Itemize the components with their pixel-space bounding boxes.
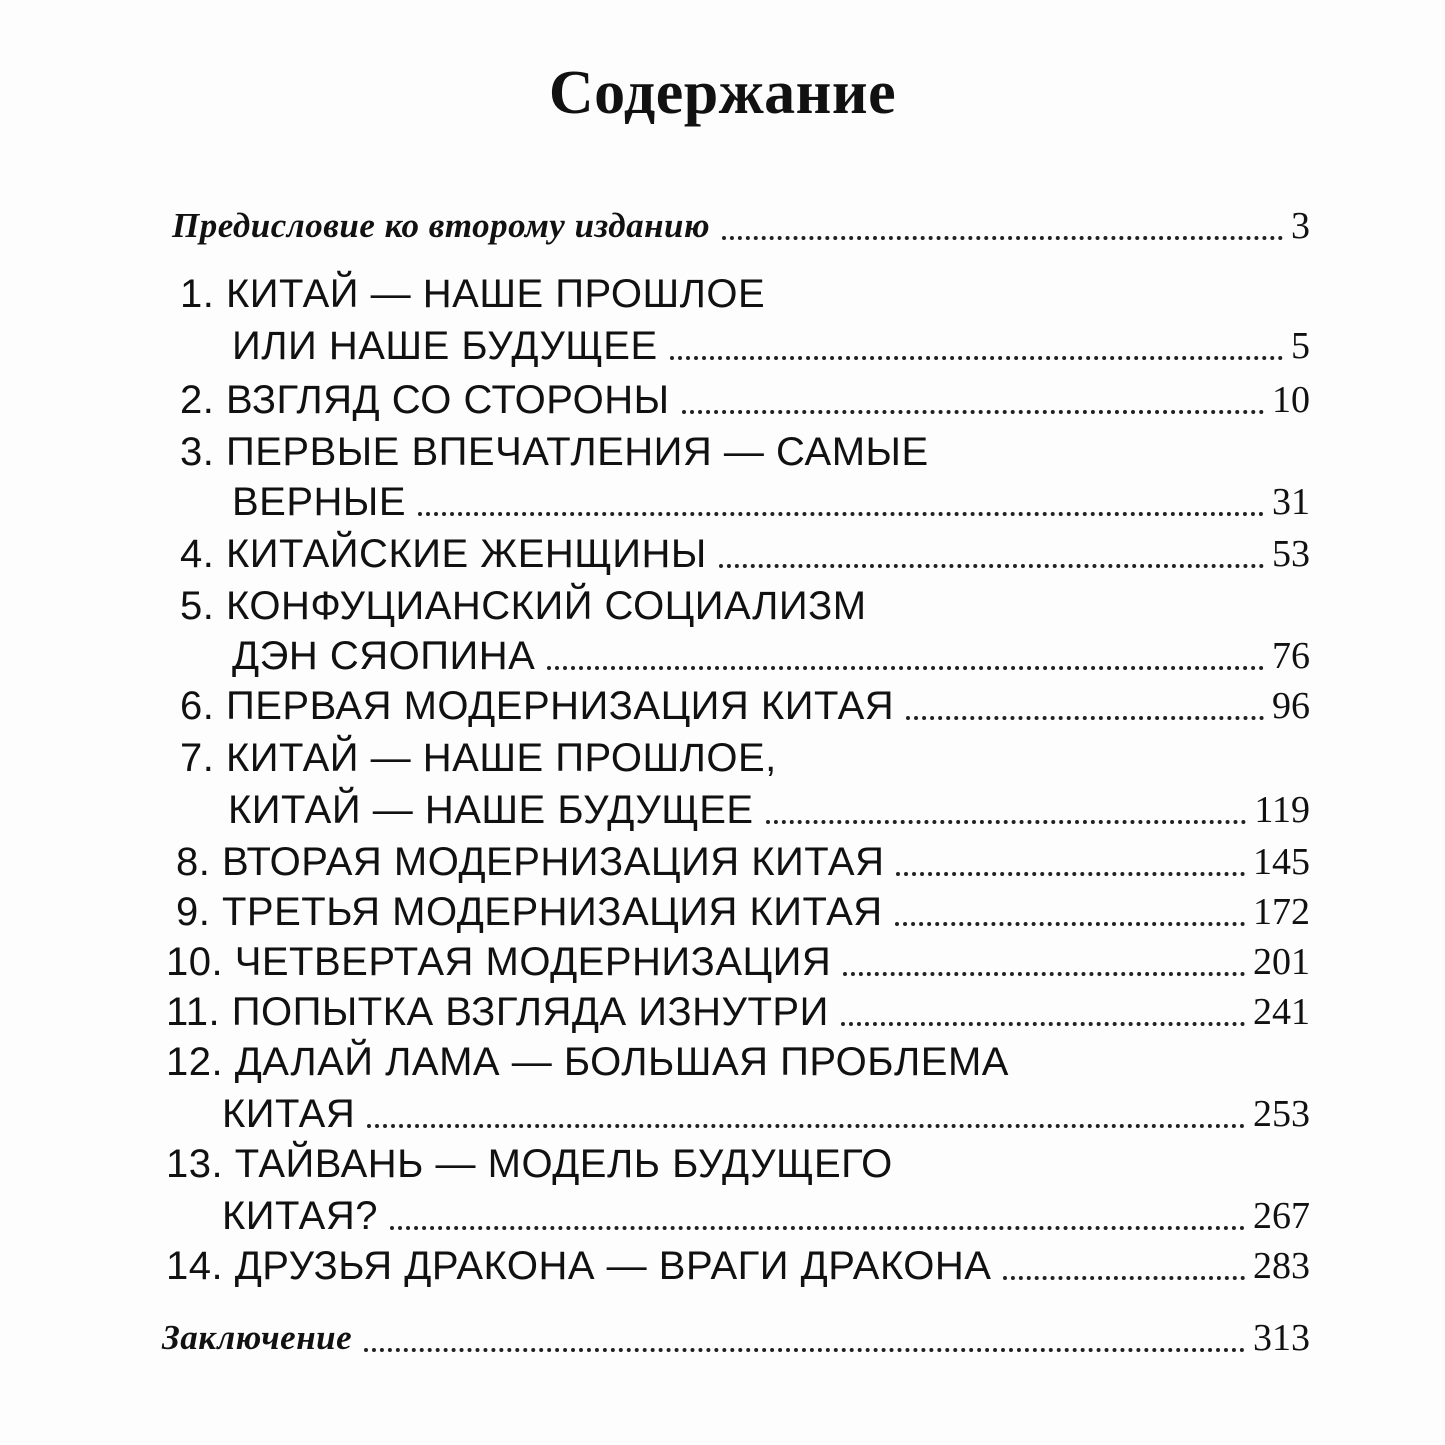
leader-dots — [670, 356, 1283, 360]
toc-entry-label: ДЭН СЯОПИНА — [232, 634, 536, 678]
toc-entry-label: КИТАЯ — [222, 1092, 356, 1136]
toc-entry-label: 9. ТРЕТЬЯ МОДЕРНИЗАЦИЯ КИТАЯ — [176, 890, 883, 934]
leader-dots — [364, 1348, 1245, 1352]
toc-entry-7[interactable] — [228, 784, 1310, 836]
leader-dots — [547, 666, 1264, 670]
toc-entry-label: 2. ВЗГЛЯД СО СТОРОНЫ — [180, 378, 670, 422]
page-title: Содержание — [548, 59, 897, 127]
toc-page-number: 96 — [1272, 685, 1310, 727]
toc-page-number: 267 — [1253, 1195, 1310, 1237]
leader-dots — [719, 564, 1264, 568]
toc-entry-label: ИЛИ НАШЕ БУДУЩЕЕ — [232, 324, 658, 368]
leader-dots — [895, 922, 1245, 926]
toc-page-number: 253 — [1253, 1093, 1310, 1135]
leader-dots — [722, 236, 1283, 240]
toc-page-number: 53 — [1272, 533, 1310, 575]
toc-entry-label: КИТАЯ? — [222, 1194, 378, 1238]
toc-entry-12[interactable] — [222, 1088, 1310, 1140]
toc-entry-label: КИТАЙ — НАШЕ БУДУЩЕЕ — [228, 788, 754, 832]
leader-dots — [367, 1124, 1245, 1128]
toc-page-number: 31 — [1272, 481, 1310, 523]
toc-entry-label: 8. ВТОРАЯ МОДЕРНИЗАЦИЯ КИТАЯ — [176, 840, 885, 884]
leader-dots — [766, 820, 1247, 824]
toc-entry-label: Заключение — [162, 1318, 353, 1357]
toc-entry-label: 4. КИТАЙСКИЕ ЖЕНЩИНЫ — [180, 532, 707, 576]
leader-dots — [682, 410, 1265, 414]
leader-dots — [390, 1226, 1245, 1230]
toc-entry-line1: 1. КИТАЙ — НАШЕ ПРОШЛОЕ — [180, 272, 766, 316]
toc-entry-9[interactable] — [176, 886, 1310, 938]
toc-entry-2[interactable] — [180, 374, 1310, 426]
toc-page-number: 145 — [1253, 841, 1310, 883]
toc-page-number: 76 — [1272, 635, 1310, 677]
toc-page-number: 5 — [1291, 325, 1310, 367]
toc-entry-1[interactable] — [232, 320, 1310, 372]
toc-entry-line1: 13. ТАЙВАНЬ — МОДЕЛЬ БУДУЩЕГО — [166, 1142, 893, 1186]
toc-page-number: 313 — [1253, 1317, 1310, 1359]
toc-entry-13[interactable] — [222, 1190, 1310, 1242]
toc-entry-line1: 3. ПЕРВЫЕ ВПЕЧАТЛЕНИЯ — САМЫЕ — [180, 430, 929, 474]
toc-page-number: 283 — [1253, 1245, 1310, 1287]
toc-page-number: 241 — [1253, 991, 1310, 1033]
toc-entry-14[interactable] — [166, 1240, 1310, 1292]
toc-page-number: 10 — [1272, 379, 1310, 421]
toc-entry-line1: 12. ДАЛАЙ ЛАМА — БОЛЬШАЯ ПРОБЛЕМА — [166, 1040, 1009, 1084]
leader-dots — [906, 716, 1264, 720]
toc-page-number: 201 — [1253, 941, 1310, 983]
leader-dots — [843, 972, 1245, 976]
toc-entry-conclusion[interactable] — [162, 1312, 1310, 1364]
toc-entry-line1: 5. КОНФУЦИАНСКИЙ СОЦИАЛИЗМ — [180, 584, 867, 628]
toc-page-number: 172 — [1253, 891, 1310, 933]
toc-page-number: 3 — [1291, 205, 1310, 247]
toc-entry-11[interactable] — [166, 986, 1310, 1038]
leader-dots — [1003, 1276, 1245, 1280]
leader-dots — [418, 512, 1264, 516]
leader-dots — [896, 872, 1245, 876]
toc-entry-preface[interactable] — [172, 200, 1310, 252]
toc-page-number: 119 — [1254, 789, 1310, 831]
toc-entry-10[interactable] — [166, 936, 1310, 988]
leader-dots — [841, 1022, 1245, 1026]
toc-entry-label: 6. ПЕРВАЯ МОДЕРНИЗАЦИЯ КИТАЯ — [180, 684, 895, 728]
toc-entry-label: 10. ЧЕТВЕРТАЯ МОДЕРНИЗАЦИЯ — [166, 940, 832, 984]
toc-entry-5[interactable] — [232, 630, 1310, 682]
toc-entry-label: 14. ДРУЗЬЯ ДРАКОНА — ВРАГИ ДРАКОНА — [166, 1244, 992, 1288]
toc-entry-label: 11. ПОПЫТКА ВЗГЛЯДА ИЗНУТРИ — [166, 990, 829, 1034]
toc-entry-label: Предисловие ко второму изданию — [172, 206, 711, 245]
toc-entry-3[interactable] — [232, 476, 1310, 528]
toc-entry-6[interactable] — [180, 680, 1310, 732]
toc-entry-line1: 7. КИТАЙ — НАШЕ ПРОШЛОЕ, — [180, 736, 777, 780]
toc-entry-4[interactable] — [180, 528, 1310, 580]
toc-entry-label: ВЕРНЫЕ — [232, 480, 407, 524]
toc-entry-8[interactable] — [176, 836, 1310, 888]
